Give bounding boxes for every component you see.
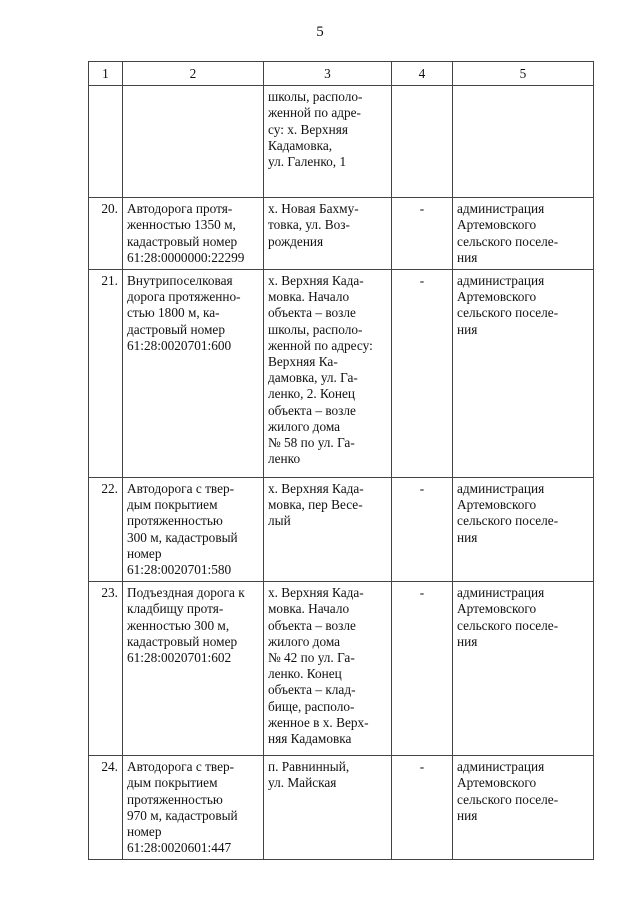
- row-number: 20.: [89, 198, 123, 270]
- column-4-value: -: [392, 478, 453, 582]
- object-name: Внутрипоселковая дорога протяженно- стью 1800 м, ка- дастровый номер 61:28:0020701:600: [123, 270, 264, 478]
- table-row: [89, 198, 594, 270]
- table-row: [89, 270, 594, 478]
- object-name: Подъездная дорога к кладбищу протя- женностью 300 м, кадастровый номер 61:28:0020701:602: [123, 582, 264, 756]
- object-name: [123, 86, 264, 198]
- object-address: х. Новая Бахму- товка, ул. Воз- рождения: [264, 198, 392, 270]
- object-name: Автодорога протя- женностью 1350 м, кадастровый номер 61:28:0000000:22299: [123, 198, 264, 270]
- column-header-2: 2: [123, 62, 264, 86]
- page-number: 5: [316, 24, 324, 40]
- column-4-value: [392, 86, 453, 198]
- table-row-continuation: [89, 86, 594, 198]
- object-address: п. Равнинный, ул. Майская: [264, 756, 392, 860]
- owner: [453, 86, 594, 198]
- column-4-value: -: [392, 270, 453, 478]
- owner: администрация Артемовского сельского поселе- ния: [453, 478, 594, 582]
- row-number: 23.: [89, 582, 123, 756]
- header-row: [89, 62, 594, 86]
- column-header-1: 1: [89, 62, 123, 86]
- table-row: [89, 756, 594, 860]
- owner: администрация Артемовского сельского поселе- ния: [453, 582, 594, 756]
- row-number: [89, 86, 123, 198]
- object-name: Автодорога с твер- дым покрытием протяженностью 300 м, кадастровый номер 61:28:0020701:580: [123, 478, 264, 582]
- table-row: [89, 478, 594, 582]
- column-header-5: 5: [453, 62, 594, 86]
- row-number: 22.: [89, 478, 123, 582]
- object-address: х. Верхняя Када- мовка. Начало объекта – возле жилого дома № 42 по ул. Га- ленко. Конец объекта – клад- бище, располо- женное в х. Верх- няя Кадамовка: [264, 582, 392, 756]
- owner: администрация Артемовского сельского поселе- ния: [453, 198, 594, 270]
- column-4-value: -: [392, 756, 453, 860]
- row-number: 21.: [89, 270, 123, 478]
- property-table: [88, 61, 594, 860]
- object-address: х. Верхняя Када- мовка, пер Весе- лый: [264, 478, 392, 582]
- owner: администрация Артемовского сельского поселе- ния: [453, 756, 594, 860]
- object-name: Автодорога с твер- дым покрытием протяженностью 970 м, кадастровый номер 61:28:0020601:447: [123, 756, 264, 860]
- table-row: [89, 582, 594, 756]
- column-header-4: 4: [392, 62, 453, 86]
- owner: администрация Артемовского сельского поселе- ния: [453, 270, 594, 478]
- object-address: х. Верхняя Када- мовка. Начало объекта – возле школы, располо- женной по адресу: Верхняя Ка- дамовка, ул. Га- ленко, 2. Конец объекта – возле жилого дома № 58 по ул. Га- ленко: [264, 270, 392, 478]
- object-address: школы, располо- женной по адре- су: х. Верхняя Кадамовка, ул. Галенко, 1: [264, 86, 392, 198]
- column-4-value: -: [392, 198, 453, 270]
- row-number: 24.: [89, 756, 123, 860]
- column-header-3: 3: [264, 62, 392, 86]
- column-4-value: -: [392, 582, 453, 756]
